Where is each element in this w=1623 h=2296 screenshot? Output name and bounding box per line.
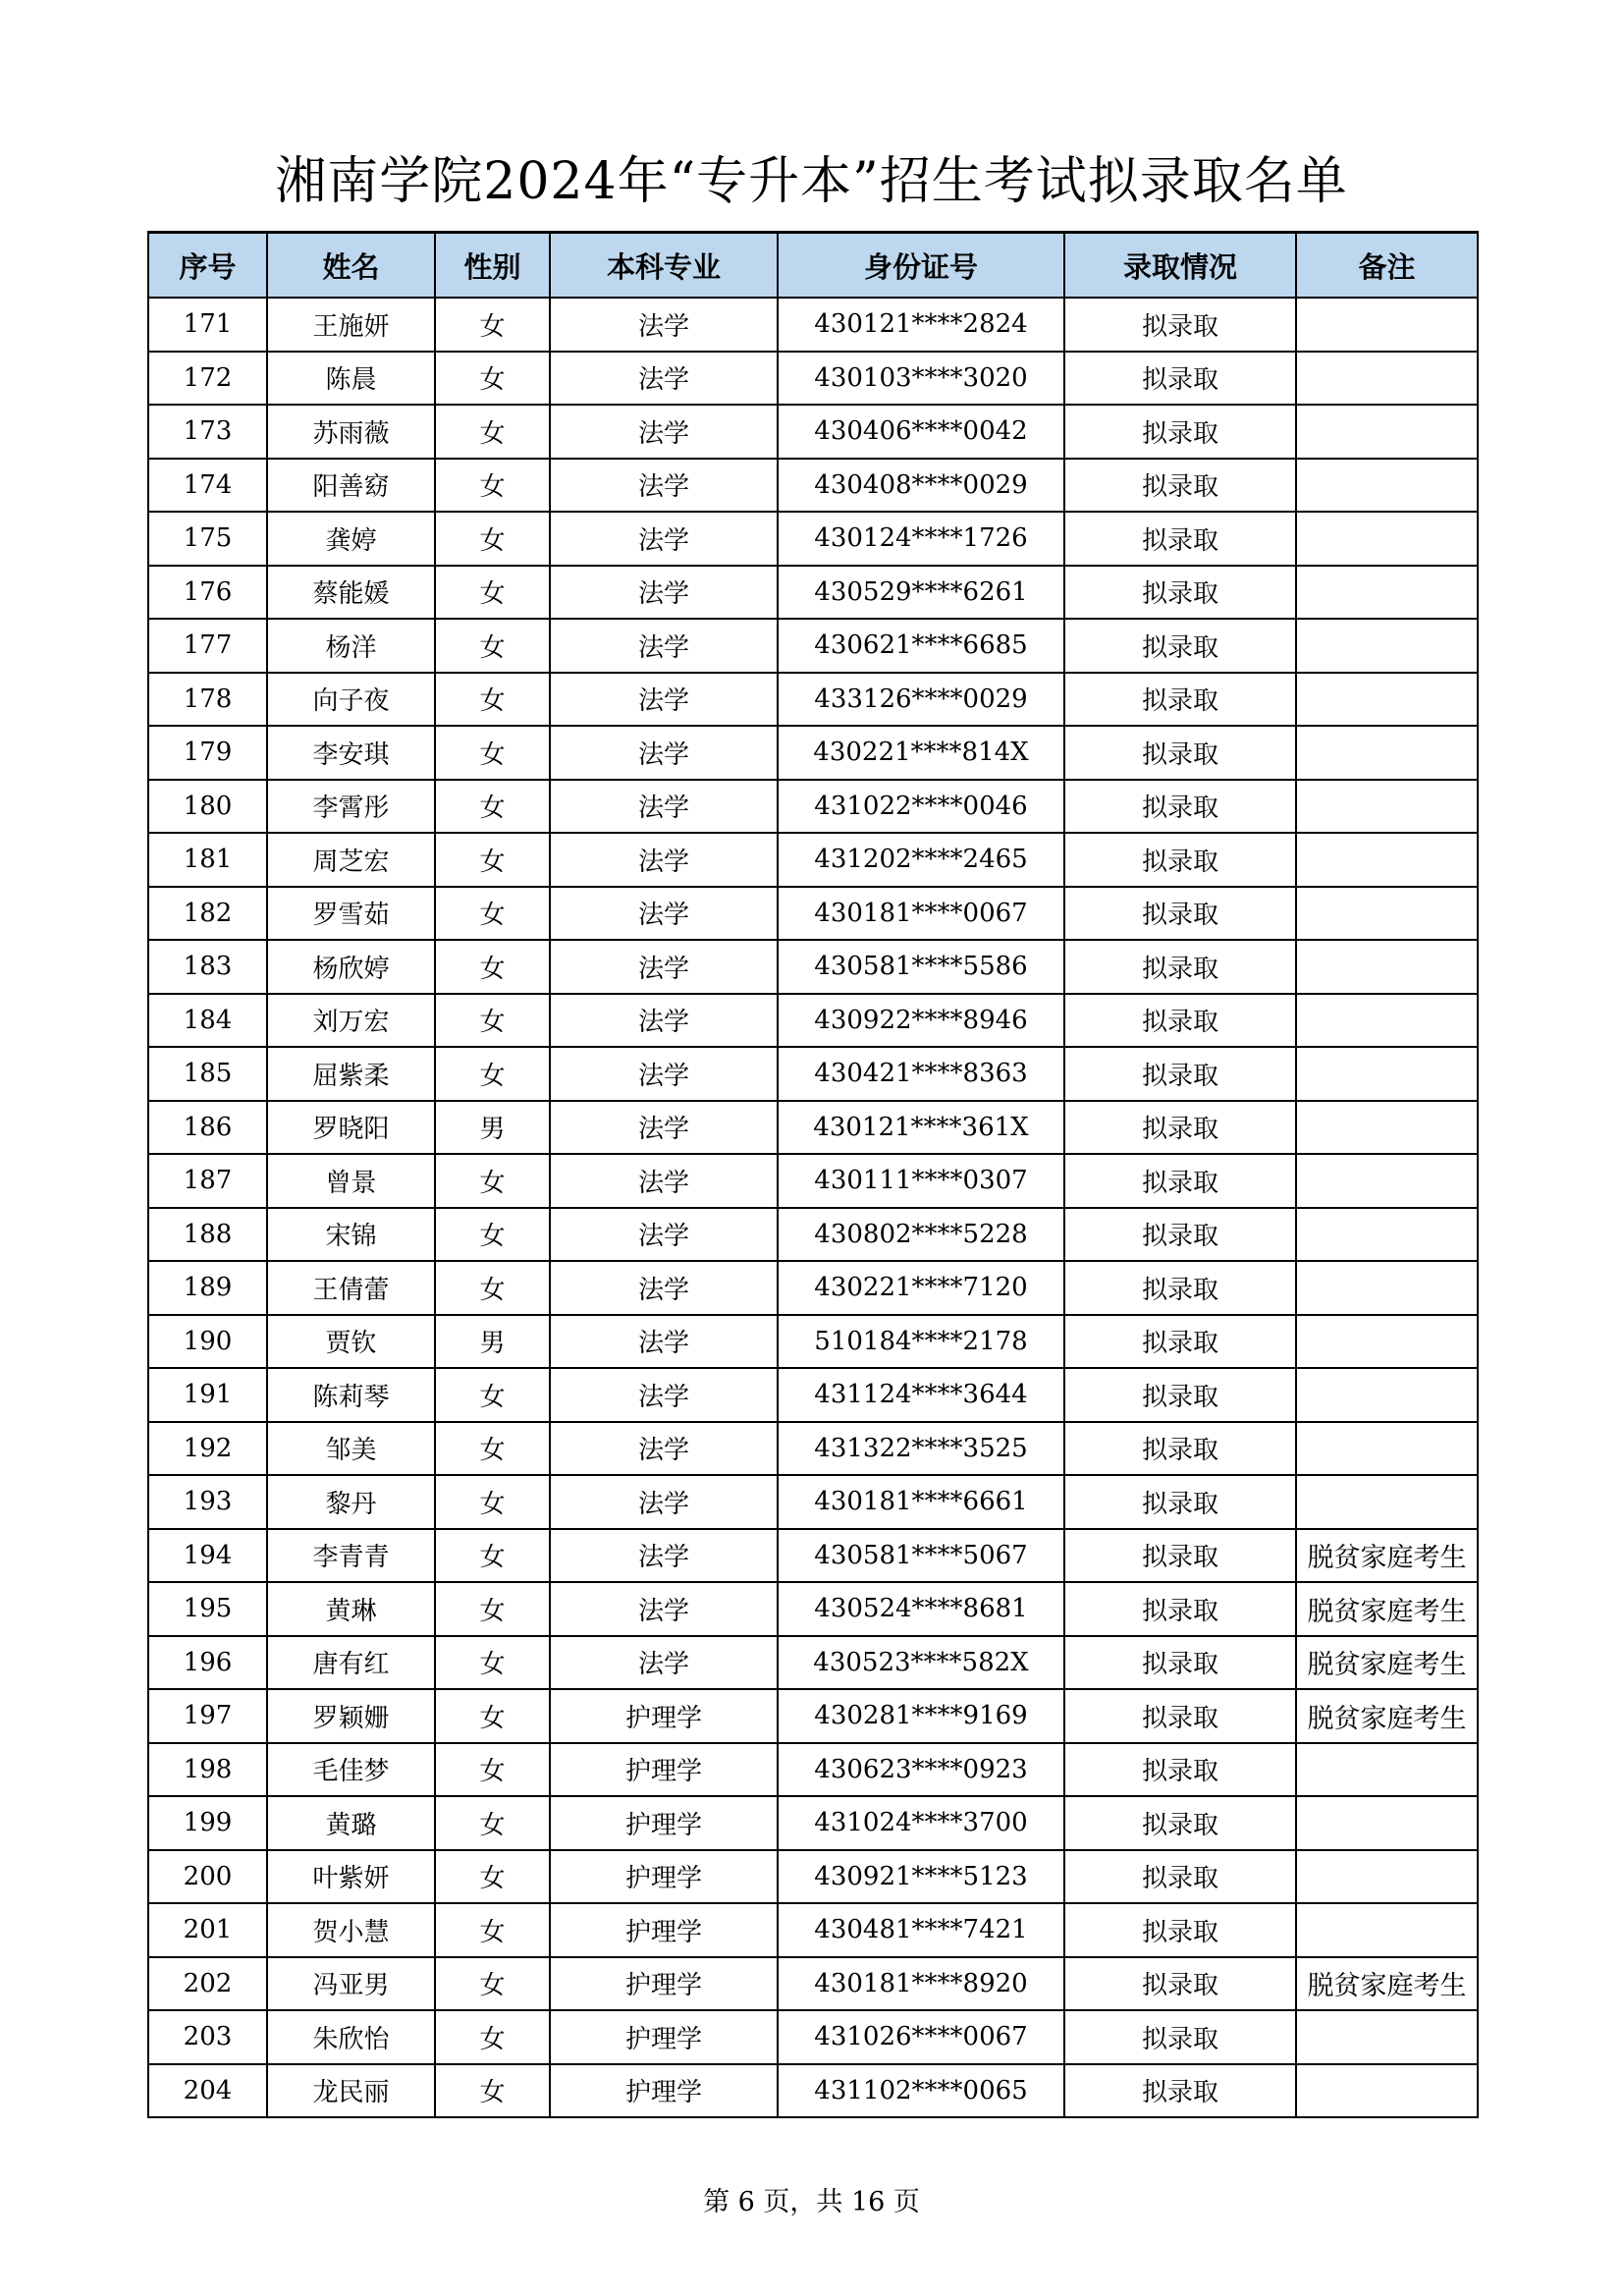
admission-status-cell: 拟录取 xyxy=(1064,1261,1296,1315)
major-cell: 法学 xyxy=(550,298,778,352)
student-name-cell: 周芝宏 xyxy=(267,833,435,887)
table-row xyxy=(148,1047,1478,1101)
id-number-cell: 433126****0029 xyxy=(778,673,1064,727)
row-number-cell: 181 xyxy=(148,833,267,887)
id-number-cell: 431322****3525 xyxy=(778,1422,1064,1476)
id-number-cell: 430581****5586 xyxy=(778,940,1064,994)
student-name-cell: 朱欣怡 xyxy=(267,2010,435,2064)
id-number-cell: 430111****0307 xyxy=(778,1154,1064,1208)
row-number-cell: 204 xyxy=(148,2064,267,2118)
row-number-cell: 188 xyxy=(148,1208,267,1262)
remark-cell: 脱贫家庭考生 xyxy=(1296,1957,1478,2011)
admission-status-cell: 拟录取 xyxy=(1064,726,1296,780)
student-name-cell: 龚婷 xyxy=(267,512,435,566)
column-header: 备注 xyxy=(1296,233,1478,299)
row-number-cell: 192 xyxy=(148,1422,267,1476)
student-name-cell: 苏雨薇 xyxy=(267,405,435,459)
major-cell: 法学 xyxy=(550,1475,778,1529)
major-cell: 法学 xyxy=(550,1208,778,1262)
remark-cell xyxy=(1296,1368,1478,1422)
remark-cell xyxy=(1296,2064,1478,2118)
id-number-cell: 430181****6661 xyxy=(778,1475,1064,1529)
gender-cell: 女 xyxy=(435,1154,550,1208)
admission-status-cell: 拟录取 xyxy=(1064,1154,1296,1208)
row-number-cell: 196 xyxy=(148,1636,267,1690)
remark-cell xyxy=(1296,994,1478,1048)
student-name-cell: 罗晓阳 xyxy=(267,1101,435,1155)
gender-cell: 女 xyxy=(435,726,550,780)
id-number-cell: 430103****3020 xyxy=(778,352,1064,406)
table-row xyxy=(148,298,1478,352)
major-cell: 法学 xyxy=(550,833,778,887)
admission-status-cell: 拟录取 xyxy=(1064,1101,1296,1155)
remark-cell xyxy=(1296,298,1478,352)
table-row xyxy=(148,1582,1478,1636)
student-name-cell: 黄璐 xyxy=(267,1796,435,1850)
row-number-cell: 177 xyxy=(148,619,267,673)
admission-status-cell: 拟录取 xyxy=(1064,2010,1296,2064)
remark-cell xyxy=(1296,1903,1478,1957)
remark-cell xyxy=(1296,459,1478,513)
student-name-cell: 李霄彤 xyxy=(267,780,435,834)
student-name-cell: 唐有红 xyxy=(267,1636,435,1690)
gender-cell: 女 xyxy=(435,1529,550,1583)
remark-cell xyxy=(1296,566,1478,620)
gender-cell: 女 xyxy=(435,352,550,406)
row-number-cell: 201 xyxy=(148,1903,267,1957)
gender-cell: 男 xyxy=(435,1315,550,1369)
id-number-cell: 430524****8681 xyxy=(778,1582,1064,1636)
remark-cell: 脱贫家庭考生 xyxy=(1296,1582,1478,1636)
major-cell: 法学 xyxy=(550,1368,778,1422)
id-number-cell: 430121****361X xyxy=(778,1101,1064,1155)
row-number-cell: 171 xyxy=(148,298,267,352)
major-cell: 法学 xyxy=(550,619,778,673)
student-name-cell: 邹美 xyxy=(267,1422,435,1476)
gender-cell: 女 xyxy=(435,619,550,673)
major-cell: 法学 xyxy=(550,887,778,941)
admission-status-cell: 拟录取 xyxy=(1064,352,1296,406)
admission-status-cell: 拟录取 xyxy=(1064,1743,1296,1797)
row-number-cell: 203 xyxy=(148,2010,267,2064)
admission-status-cell: 拟录取 xyxy=(1064,619,1296,673)
student-name-cell: 贾钦 xyxy=(267,1315,435,1369)
row-number-cell: 190 xyxy=(148,1315,267,1369)
table-row xyxy=(148,1154,1478,1208)
id-number-cell: 430529****6261 xyxy=(778,566,1064,620)
table-row xyxy=(148,673,1478,727)
remark-cell: 脱贫家庭考生 xyxy=(1296,1529,1478,1583)
student-name-cell: 贺小慧 xyxy=(267,1903,435,1957)
row-number-cell: 199 xyxy=(148,1796,267,1850)
student-name-cell: 王倩蕾 xyxy=(267,1261,435,1315)
row-number-cell: 179 xyxy=(148,726,267,780)
table-row xyxy=(148,1422,1478,1476)
admission-status-cell: 拟录取 xyxy=(1064,833,1296,887)
admission-status-cell: 拟录取 xyxy=(1064,1368,1296,1422)
gender-cell: 女 xyxy=(435,673,550,727)
row-number-cell: 202 xyxy=(148,1957,267,2011)
gender-cell: 女 xyxy=(435,1208,550,1262)
major-cell: 护理学 xyxy=(550,1796,778,1850)
id-number-cell: 430181****8920 xyxy=(778,1957,1064,2011)
page-title: 湘南学院2024年“专升本”招生考试拟录取名单 xyxy=(275,152,1348,211)
table-row xyxy=(148,2010,1478,2064)
student-name-cell: 曾景 xyxy=(267,1154,435,1208)
student-name-cell: 陈莉琴 xyxy=(267,1368,435,1422)
student-name-cell: 向子夜 xyxy=(267,673,435,727)
table-row xyxy=(148,1208,1478,1262)
admission-status-cell: 拟录取 xyxy=(1064,1636,1296,1690)
remark-cell xyxy=(1296,1154,1478,1208)
student-name-cell: 李安琪 xyxy=(267,726,435,780)
table-row xyxy=(148,726,1478,780)
student-name-cell: 黎丹 xyxy=(267,1475,435,1529)
major-cell: 法学 xyxy=(550,1154,778,1208)
gender-cell: 女 xyxy=(435,1903,550,1957)
major-cell: 法学 xyxy=(550,940,778,994)
row-number-cell: 186 xyxy=(148,1101,267,1155)
id-number-cell: 431102****0065 xyxy=(778,2064,1064,2118)
remark-cell xyxy=(1296,780,1478,834)
gender-cell: 男 xyxy=(435,1101,550,1155)
row-number-cell: 174 xyxy=(148,459,267,513)
row-number-cell: 187 xyxy=(148,1154,267,1208)
major-cell: 法学 xyxy=(550,1582,778,1636)
admission-status-cell: 拟录取 xyxy=(1064,940,1296,994)
admission-status-cell: 拟录取 xyxy=(1064,1582,1296,1636)
row-number-cell: 173 xyxy=(148,405,267,459)
table-body xyxy=(148,298,1478,2117)
gender-cell: 女 xyxy=(435,566,550,620)
table-row xyxy=(148,1636,1478,1690)
gender-cell: 女 xyxy=(435,1957,550,2011)
remark-cell xyxy=(1296,1422,1478,1476)
admission-status-cell: 拟录取 xyxy=(1064,1689,1296,1743)
id-number-cell: 430408****0029 xyxy=(778,459,1064,513)
major-cell: 法学 xyxy=(550,1422,778,1476)
table-row xyxy=(148,619,1478,673)
column-header: 本科专业 xyxy=(550,233,778,299)
admission-status-cell: 拟录取 xyxy=(1064,512,1296,566)
column-header: 姓名 xyxy=(267,233,435,299)
row-number-cell: 176 xyxy=(148,566,267,620)
id-number-cell: 430581****5067 xyxy=(778,1529,1064,1583)
id-number-cell: 430802****5228 xyxy=(778,1208,1064,1262)
student-name-cell: 罗雪茹 xyxy=(267,887,435,941)
remark-cell xyxy=(1296,1743,1478,1797)
admission-status-cell: 拟录取 xyxy=(1064,887,1296,941)
major-cell: 护理学 xyxy=(550,2064,778,2118)
remark-cell xyxy=(1296,1315,1478,1369)
row-number-cell: 193 xyxy=(148,1475,267,1529)
id-number-cell: 430523****582X xyxy=(778,1636,1064,1690)
student-name-cell: 宋锦 xyxy=(267,1208,435,1262)
remark-cell xyxy=(1296,2010,1478,2064)
remark-cell xyxy=(1296,1850,1478,1904)
id-number-cell: 430181****0067 xyxy=(778,887,1064,941)
major-cell: 法学 xyxy=(550,405,778,459)
admission-status-cell: 拟录取 xyxy=(1064,1957,1296,2011)
remark-cell xyxy=(1296,887,1478,941)
row-number-cell: 198 xyxy=(148,1743,267,1797)
gender-cell: 女 xyxy=(435,512,550,566)
gender-cell: 女 xyxy=(435,1850,550,1904)
id-number-cell: 430621****6685 xyxy=(778,619,1064,673)
table-row xyxy=(148,1261,1478,1315)
row-number-cell: 183 xyxy=(148,940,267,994)
remark-cell xyxy=(1296,512,1478,566)
student-name-cell: 龙民丽 xyxy=(267,2064,435,2118)
id-number-cell: 431022****0046 xyxy=(778,780,1064,834)
row-number-cell: 191 xyxy=(148,1368,267,1422)
gender-cell: 女 xyxy=(435,1689,550,1743)
remark-cell xyxy=(1296,619,1478,673)
major-cell: 法学 xyxy=(550,673,778,727)
table-row xyxy=(148,1903,1478,1957)
id-number-cell: 430281****9169 xyxy=(778,1689,1064,1743)
major-cell: 法学 xyxy=(550,566,778,620)
student-name-cell: 阳善窈 xyxy=(267,459,435,513)
admission-table xyxy=(147,231,1479,2118)
major-cell: 法学 xyxy=(550,780,778,834)
major-cell: 法学 xyxy=(550,459,778,513)
gender-cell: 女 xyxy=(435,2064,550,2118)
major-cell: 护理学 xyxy=(550,1689,778,1743)
remark-cell xyxy=(1296,405,1478,459)
remark-cell xyxy=(1296,1261,1478,1315)
admission-status-cell: 拟录取 xyxy=(1064,1475,1296,1529)
admission-status-cell: 拟录取 xyxy=(1064,1796,1296,1850)
gender-cell: 女 xyxy=(435,1047,550,1101)
table-row xyxy=(148,1743,1478,1797)
table-row xyxy=(148,833,1478,887)
major-cell: 法学 xyxy=(550,1529,778,1583)
gender-cell: 女 xyxy=(435,1743,550,1797)
id-number-cell: 430921****5123 xyxy=(778,1850,1064,1904)
table-header-row xyxy=(148,233,1478,299)
admission-status-cell: 拟录取 xyxy=(1064,405,1296,459)
table-row xyxy=(148,940,1478,994)
gender-cell: 女 xyxy=(435,1796,550,1850)
id-number-cell: 430421****8363 xyxy=(778,1047,1064,1101)
major-cell: 法学 xyxy=(550,1315,778,1369)
student-name-cell: 屈紫柔 xyxy=(267,1047,435,1101)
admission-status-cell: 拟录取 xyxy=(1064,994,1296,1048)
row-number-cell: 185 xyxy=(148,1047,267,1101)
id-number-cell: 430922****8946 xyxy=(778,994,1064,1048)
id-number-cell: 430406****0042 xyxy=(778,405,1064,459)
row-number-cell: 178 xyxy=(148,673,267,727)
row-number-cell: 195 xyxy=(148,1582,267,1636)
gender-cell: 女 xyxy=(435,833,550,887)
admission-status-cell: 拟录取 xyxy=(1064,1903,1296,1957)
gender-cell: 女 xyxy=(435,1261,550,1315)
table-row xyxy=(148,352,1478,406)
table-row xyxy=(148,1689,1478,1743)
admission-status-cell: 拟录取 xyxy=(1064,1529,1296,1583)
gender-cell: 女 xyxy=(435,1475,550,1529)
remark-cell xyxy=(1296,833,1478,887)
table-row xyxy=(148,780,1478,834)
id-number-cell: 431202****2465 xyxy=(778,833,1064,887)
remark-cell: 脱贫家庭考生 xyxy=(1296,1636,1478,1690)
remark-cell xyxy=(1296,1796,1478,1850)
row-number-cell: 197 xyxy=(148,1689,267,1743)
id-number-cell: 430481****7421 xyxy=(778,1903,1064,1957)
student-name-cell: 杨洋 xyxy=(267,619,435,673)
student-name-cell: 杨欣婷 xyxy=(267,940,435,994)
remark-cell xyxy=(1296,352,1478,406)
remark-cell: 脱贫家庭考生 xyxy=(1296,1689,1478,1743)
page-number: 第 6 页，共 16 页 xyxy=(703,2187,920,2217)
row-number-cell: 189 xyxy=(148,1261,267,1315)
student-name-cell: 陈晨 xyxy=(267,352,435,406)
row-number-cell: 180 xyxy=(148,780,267,834)
remark-cell xyxy=(1296,673,1478,727)
student-name-cell: 李青青 xyxy=(267,1529,435,1583)
gender-cell: 女 xyxy=(435,1636,550,1690)
table-row xyxy=(148,887,1478,941)
major-cell: 护理学 xyxy=(550,2010,778,2064)
id-number-cell: 430221****814X xyxy=(778,726,1064,780)
student-name-cell: 刘万宏 xyxy=(267,994,435,1048)
admission-status-cell: 拟录取 xyxy=(1064,1422,1296,1476)
gender-cell: 女 xyxy=(435,298,550,352)
remark-cell xyxy=(1296,1208,1478,1262)
id-number-cell: 510184****2178 xyxy=(778,1315,1064,1369)
table-row xyxy=(148,2064,1478,2118)
gender-cell: 女 xyxy=(435,887,550,941)
gender-cell: 女 xyxy=(435,1582,550,1636)
table-row xyxy=(148,1850,1478,1904)
row-number-cell: 194 xyxy=(148,1529,267,1583)
student-name-cell: 罗颖姗 xyxy=(267,1689,435,1743)
student-name-cell: 黄琳 xyxy=(267,1582,435,1636)
remark-cell xyxy=(1296,1101,1478,1155)
id-number-cell: 431124****3644 xyxy=(778,1368,1064,1422)
admission-status-cell: 拟录取 xyxy=(1064,459,1296,513)
admission-status-cell: 拟录取 xyxy=(1064,566,1296,620)
admission-status-cell: 拟录取 xyxy=(1064,1047,1296,1101)
student-name-cell: 蔡能媛 xyxy=(267,566,435,620)
admission-status-cell: 拟录取 xyxy=(1064,780,1296,834)
student-name-cell: 叶紫妍 xyxy=(267,1850,435,1904)
remark-cell xyxy=(1296,726,1478,780)
table-row xyxy=(148,1529,1478,1583)
id-number-cell: 431026****0067 xyxy=(778,2010,1064,2064)
remark-cell xyxy=(1296,1475,1478,1529)
row-number-cell: 172 xyxy=(148,352,267,406)
admission-status-cell: 拟录取 xyxy=(1064,298,1296,352)
major-cell: 护理学 xyxy=(550,1850,778,1904)
table-row xyxy=(148,512,1478,566)
gender-cell: 女 xyxy=(435,1422,550,1476)
id-number-cell: 430124****1726 xyxy=(778,512,1064,566)
major-cell: 法学 xyxy=(550,512,778,566)
admission-status-cell: 拟录取 xyxy=(1064,1315,1296,1369)
major-cell: 法学 xyxy=(550,1101,778,1155)
row-number-cell: 182 xyxy=(148,887,267,941)
table-row xyxy=(148,1315,1478,1369)
id-number-cell: 430623****0923 xyxy=(778,1743,1064,1797)
table-row xyxy=(148,1796,1478,1850)
admission-status-cell: 拟录取 xyxy=(1064,1850,1296,1904)
table-row xyxy=(148,459,1478,513)
gender-cell: 女 xyxy=(435,780,550,834)
major-cell: 法学 xyxy=(550,352,778,406)
id-number-cell: 431024****3700 xyxy=(778,1796,1064,1850)
admission-status-cell: 拟录取 xyxy=(1064,673,1296,727)
table-row xyxy=(148,566,1478,620)
major-cell: 法学 xyxy=(550,726,778,780)
row-number-cell: 175 xyxy=(148,512,267,566)
major-cell: 护理学 xyxy=(550,1903,778,1957)
column-header: 录取情况 xyxy=(1064,233,1296,299)
column-header: 序号 xyxy=(148,233,267,299)
table-row xyxy=(148,1101,1478,1155)
id-number-cell: 430221****7120 xyxy=(778,1261,1064,1315)
major-cell: 护理学 xyxy=(550,1743,778,1797)
admission-status-cell: 拟录取 xyxy=(1064,2064,1296,2118)
row-number-cell: 184 xyxy=(148,994,267,1048)
major-cell: 法学 xyxy=(550,1261,778,1315)
student-name-cell: 冯亚男 xyxy=(267,1957,435,2011)
gender-cell: 女 xyxy=(435,994,550,1048)
gender-cell: 女 xyxy=(435,459,550,513)
gender-cell: 女 xyxy=(435,1368,550,1422)
major-cell: 法学 xyxy=(550,994,778,1048)
major-cell: 法学 xyxy=(550,1047,778,1101)
table-row xyxy=(148,1475,1478,1529)
gender-cell: 女 xyxy=(435,2010,550,2064)
table-row xyxy=(148,405,1478,459)
admission-status-cell: 拟录取 xyxy=(1064,1208,1296,1262)
major-cell: 法学 xyxy=(550,1636,778,1690)
column-header: 身份证号 xyxy=(778,233,1064,299)
table-row xyxy=(148,1368,1478,1422)
remark-cell xyxy=(1296,1047,1478,1101)
gender-cell: 女 xyxy=(435,940,550,994)
student-name-cell: 王施妍 xyxy=(267,298,435,352)
row-number-cell: 200 xyxy=(148,1850,267,1904)
major-cell: 护理学 xyxy=(550,1957,778,2011)
remark-cell xyxy=(1296,940,1478,994)
table-row xyxy=(148,1957,1478,2011)
gender-cell: 女 xyxy=(435,405,550,459)
column-header: 性别 xyxy=(435,233,550,299)
table-row xyxy=(148,994,1478,1048)
student-name-cell: 毛佳梦 xyxy=(267,1743,435,1797)
id-number-cell: 430121****2824 xyxy=(778,298,1064,352)
